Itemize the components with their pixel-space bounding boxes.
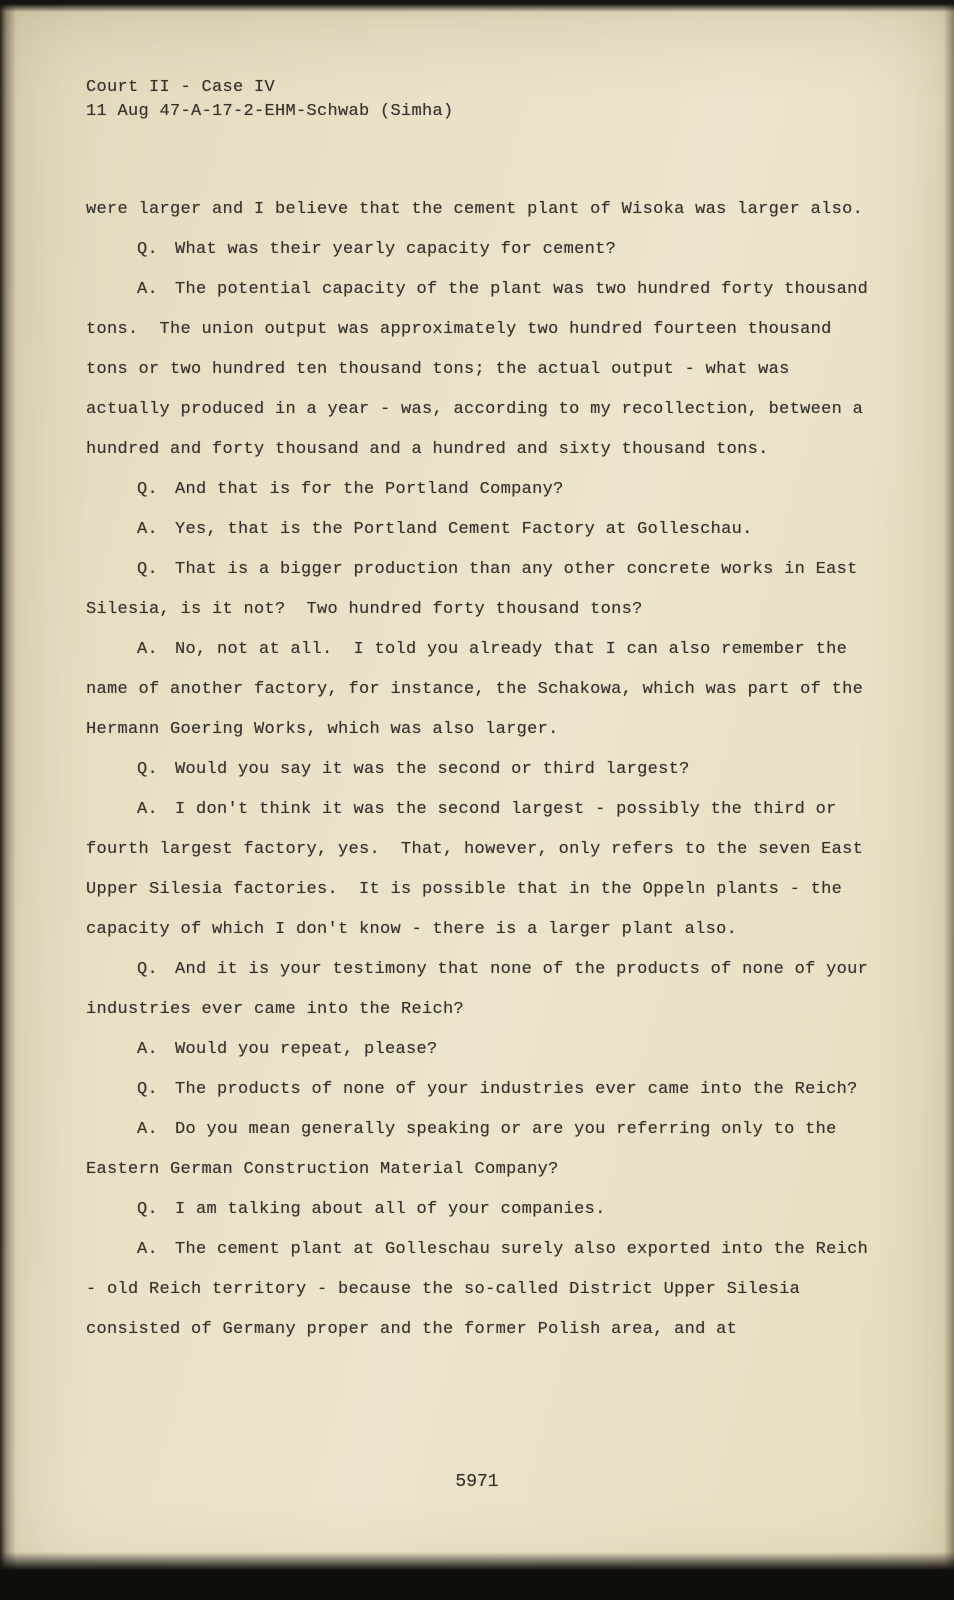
qa-paragraph [86, 470, 878, 510]
speaker-prefix: A. [137, 1240, 159, 1259]
speaker-prefix: Q. [137, 560, 159, 579]
qa-paragraph [86, 270, 878, 470]
scan-edge-left [0, 0, 16, 1600]
paragraph-text: The products of none of your industries ever came into the Reich? [175, 1080, 858, 1099]
qa-paragraph [86, 790, 878, 950]
transcript-content [86, 76, 878, 1350]
scan-edge-bottom [0, 1552, 954, 1600]
header-line-1: Court II - Case IV [86, 78, 276, 97]
speaker-prefix: Q. [137, 1200, 159, 1219]
qa-paragraph [86, 630, 878, 750]
paragraph-text: And that is for the Portland Company? [175, 480, 564, 499]
continuation-paragraph [86, 190, 878, 230]
qa-paragraph [86, 950, 878, 1030]
qa-paragraph [86, 1030, 878, 1070]
speaker-prefix: A. [137, 800, 159, 819]
paragraph-text: The potential capacity of the plant was two hundred forty thousand tons. The union output was approximately two hundred fourteen thousand tons or two hundred ten thousand tons; the actual output - what was actually produced in a year - was, according to my recollection, between a hundred and forty thousand and a hundred and sixty thousand tons. [86, 280, 879, 459]
header-line-2: 11 Aug 47-A-17-2-EHM-Schwab (Simha) [86, 102, 454, 121]
transcript-header [86, 76, 878, 124]
qa-paragraph [86, 510, 878, 550]
speaker-prefix: Q. [137, 480, 159, 499]
paragraph-text: That is a bigger production than any other concrete works in East Silesia, is it not? Two hundred forty thousand tons? [86, 560, 869, 619]
transcript-body [86, 190, 878, 1350]
page-number: 5971 [455, 1472, 499, 1492]
paragraph-text: I don't think it was the second largest - possibly the third or fourth largest factory, yes. That, however, only refers to the seven East Upper Silesia factories. It is possible that in the Oppeln plants - the capacity of which I don't know - there is a larger plant also. [86, 800, 874, 939]
qa-paragraph [86, 1110, 878, 1190]
qa-paragraph [86, 230, 878, 270]
paragraph-text: Do you mean generally speaking or are you referring only to the Eastern German Construction Material Company? [86, 1120, 848, 1179]
speaker-prefix: Q. [137, 240, 159, 259]
speaker-prefix: A. [137, 280, 159, 299]
speaker-prefix: A. [137, 1040, 159, 1059]
paragraph-text: were larger and I believe that the cement plant of Wisoka was larger also. [86, 200, 864, 219]
speaker-prefix: Q. [137, 760, 159, 779]
paragraph-text: The cement plant at Golleschau surely also exported into the Reich - old Reich territory - because the so-called District Upper Silesia consisted of Germany proper and the former Polish area, and at [86, 1240, 879, 1339]
qa-paragraph [86, 1070, 878, 1110]
qa-paragraph [86, 550, 878, 630]
scan-edge-top [0, 0, 954, 12]
speaker-prefix: Q. [137, 1080, 159, 1099]
paragraph-text: And it is your testimony that none of the products of none of your industries ever came into the Reich? [86, 960, 879, 1019]
qa-paragraph [86, 1190, 878, 1230]
speaker-prefix: Q. [137, 960, 159, 979]
paragraph-text: Would you repeat, please? [175, 1040, 438, 1059]
paragraph-text: What was their yearly capacity for cement? [175, 240, 617, 259]
qa-paragraph [86, 750, 878, 790]
speaker-prefix: A. [137, 640, 159, 659]
paragraph-text: Would you say it was the second or third largest? [175, 760, 690, 779]
speaker-prefix: A. [137, 520, 159, 539]
qa-paragraph [86, 1230, 878, 1350]
paragraph-text: No, not at all. I told you already that I can also remember the name of another factory, for instance, the Schakowa, which was part of the Hermann Goering Works, which was also larger. [86, 640, 874, 739]
paragraph-text: I am talking about all of your companies. [175, 1200, 606, 1219]
scan-edge-right [944, 0, 954, 1600]
speaker-prefix: A. [137, 1120, 159, 1139]
paragraph-text: Yes, that is the Portland Cement Factory at Golleschau. [175, 520, 753, 539]
